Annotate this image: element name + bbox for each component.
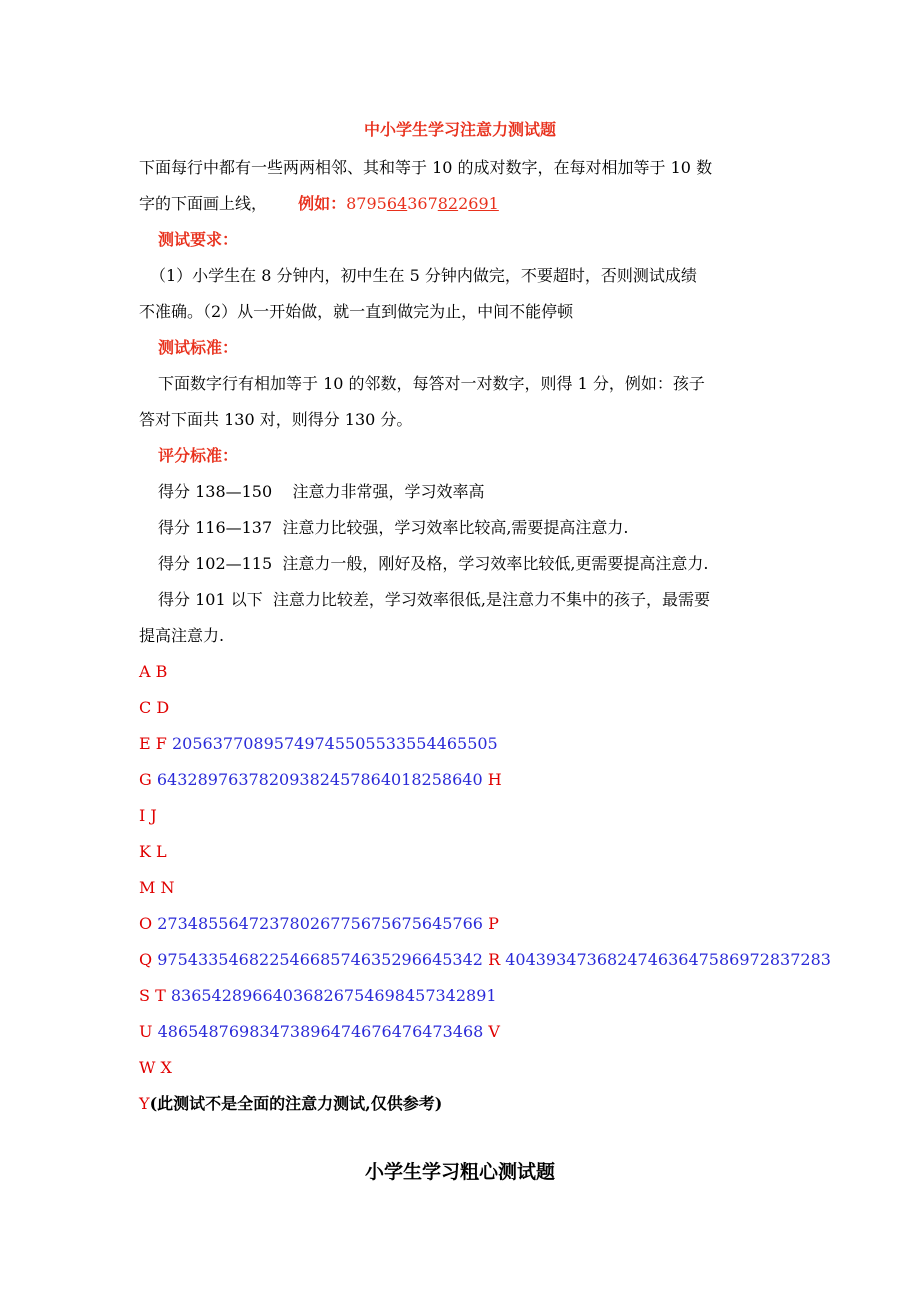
requirements-line-1: （1）小学生在 8 分钟内，初中生在 5 分钟内做完，不要超时，否则测试成绩	[150, 266, 697, 285]
row-letter: C	[139, 698, 152, 717]
test-row	[139, 878, 174, 898]
standard-line-2: 答对下面共 130 对，则得分 130 分。	[139, 410, 413, 429]
page-title: 中小学生学习注意力测试题	[363, 120, 556, 139]
scoring-row: 得分 101 以下 注意力比较差，学习效率很低,是注意力不集中的孩子，最需要	[158, 590, 710, 609]
test-row	[139, 698, 169, 718]
requirements-line-2: 不准确。（2）从一开始做，就一直到做完为止，中间不能停顿	[139, 302, 574, 321]
example-part: 367	[407, 194, 438, 213]
row-letter: L	[156, 842, 167, 861]
row-letter: X	[160, 1058, 172, 1077]
intro-line-2	[139, 194, 499, 214]
scoring-row: 得分 138—150 注意力非常强，学习效率高	[158, 482, 485, 501]
row-letter: S	[139, 986, 150, 1005]
test-row	[139, 734, 498, 754]
example-label: 例如：	[298, 194, 347, 213]
row-letter: N	[160, 878, 175, 897]
intro-line-1: 下面每行中都有一些两两相邻、其和等于 10 的成对数字，在每对相加等于 10 数	[139, 158, 713, 177]
scoring-row-continuation: 提高注意力.	[139, 626, 225, 645]
row-letter: W	[139, 1058, 156, 1077]
section-title: 小学生学习粗心测试题	[364, 1161, 555, 1183]
row-letter: Y	[139, 1094, 150, 1113]
row-letter: R	[488, 950, 501, 969]
digit-sequence: 48654876983473896474676476473468	[157, 1022, 484, 1041]
requirements-heading: 测试要求：	[158, 230, 239, 249]
row-letter: J	[150, 806, 157, 825]
disclaimer-note: (此测试不是全面的注意力测试,仅供参考)	[149, 1094, 443, 1113]
row-letter: H	[487, 770, 502, 789]
row-letter: D	[156, 698, 170, 717]
scoring-row: 得分 102—115 注意力一般，刚好及格，学习效率比较低,更需要提高注意力.	[158, 554, 709, 573]
row-letter: O	[139, 914, 153, 933]
digit-sequence: 83654289664036826754698457342891	[170, 986, 497, 1005]
example-pair: 691	[468, 194, 499, 213]
row-letter: I	[139, 806, 146, 825]
digit-sequence: 20563770895749745505533554465505	[171, 734, 498, 753]
row-letter: E	[139, 734, 151, 753]
example-pair: 64	[386, 194, 408, 213]
test-row	[139, 986, 497, 1006]
row-letter: B	[155, 662, 168, 681]
standard-line-1: 下面数字行有相加等于 10 的邻数，每答对一对数字，则得 1 分，例如：孩子	[158, 374, 705, 393]
test-row	[139, 842, 167, 862]
example-part: 8795	[346, 194, 387, 213]
digit-sequence: 97543354682254668574635296645342	[157, 950, 483, 969]
row-letter: A	[139, 662, 151, 681]
example-digits	[346, 194, 499, 213]
test-row	[139, 1022, 500, 1042]
digit-sequence: 27348556472378026775675675645766	[157, 914, 483, 933]
footer-note-line	[139, 1094, 442, 1114]
row-letter: Q	[139, 950, 153, 969]
intro-line-2-text: 字的下面画上线，	[139, 194, 268, 213]
test-row	[139, 1058, 172, 1078]
digit-sequence: 64328976378209382457864018258640	[156, 770, 483, 789]
row-letter: F	[155, 734, 167, 753]
example-part: 2	[458, 194, 469, 213]
example-pair: 82	[437, 194, 459, 213]
row-letter: M	[139, 878, 156, 897]
test-row	[139, 770, 502, 790]
row-letter: V	[488, 1022, 500, 1041]
row-letter: G	[139, 770, 152, 789]
scoring-row: 得分 116—137 注意力比较强，学习效率比较高,需要提高注意力.	[158, 518, 629, 537]
test-row	[139, 914, 499, 934]
row-letter: T	[155, 986, 166, 1005]
scoring-heading: 评分标准：	[158, 446, 239, 465]
row-letter: U	[139, 1022, 153, 1041]
test-row	[139, 806, 157, 826]
row-letter: K	[139, 842, 151, 861]
digit-sequence: 40439347368247463647586972837283	[505, 950, 831, 969]
test-row	[139, 950, 831, 970]
test-row	[139, 662, 167, 682]
row-letter: P	[488, 914, 499, 933]
standard-heading: 测试标准：	[158, 338, 239, 357]
